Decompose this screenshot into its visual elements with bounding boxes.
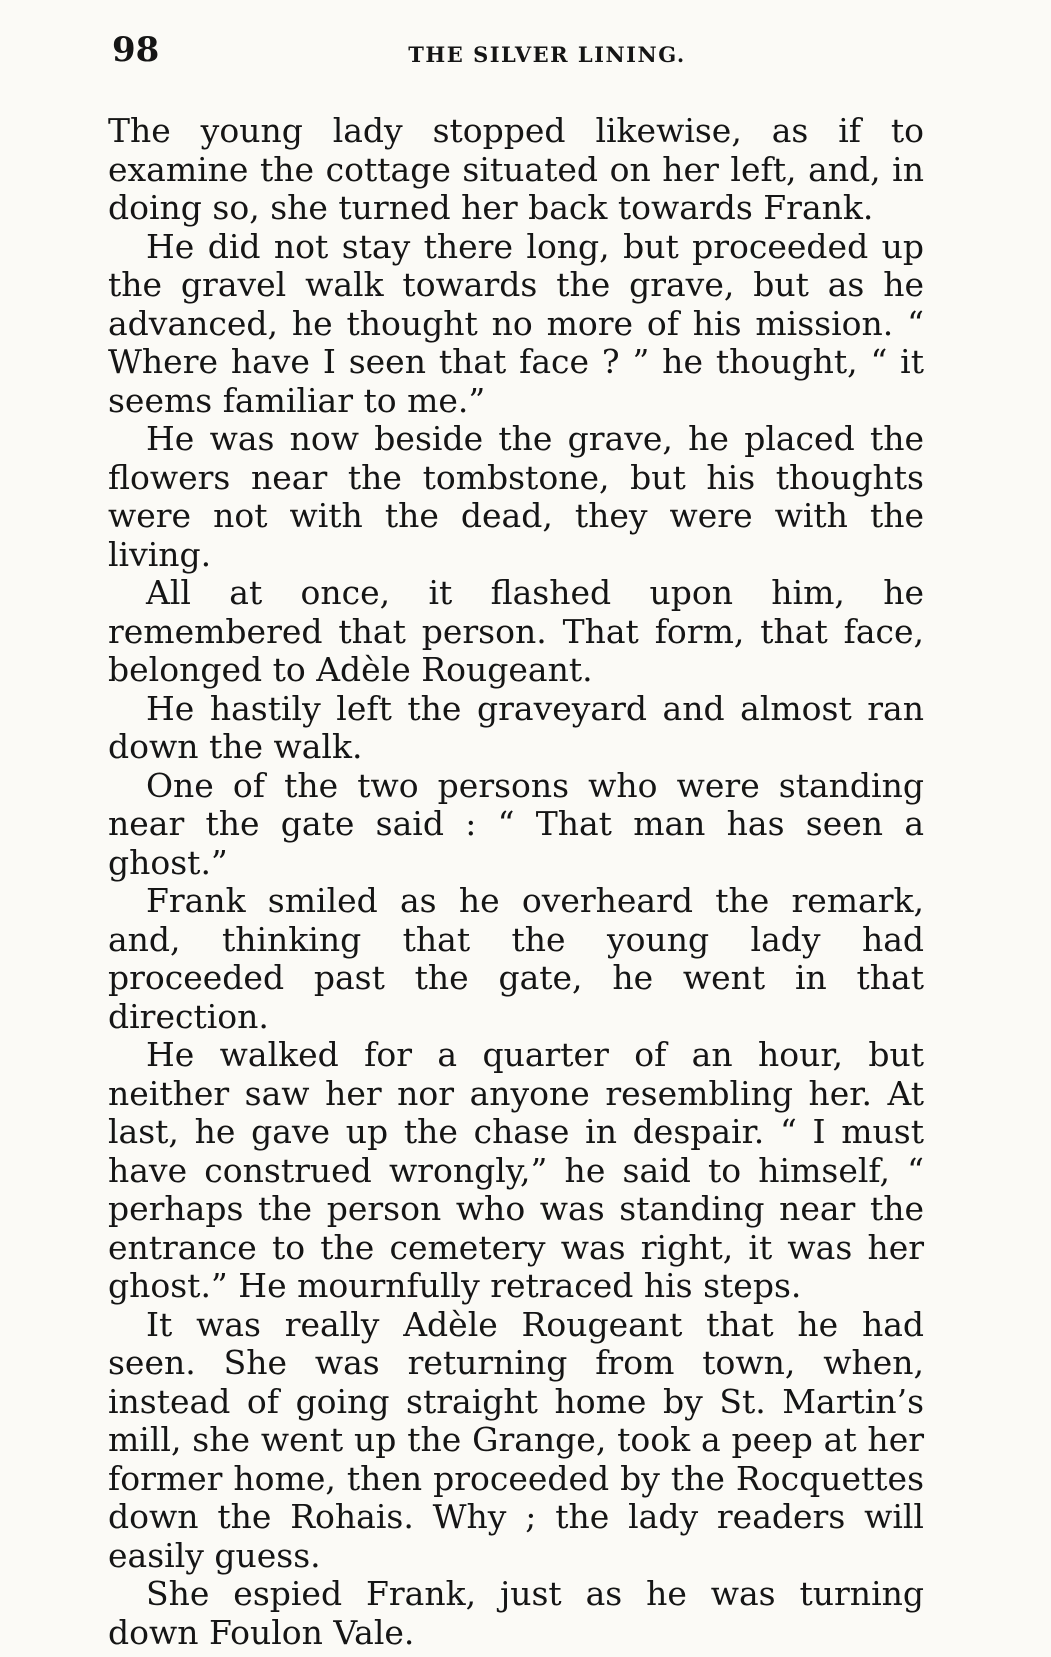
paragraph: Frank smiled as he overheard the remark, and, thinking that the young lady had proceeded past the gate, he went in that direction. xyxy=(108,881,924,1036)
paragraph: She espied Frank, just as he was turning down Foulon Vale. xyxy=(108,1574,924,1652)
page-header xyxy=(112,30,932,90)
page-body xyxy=(108,112,924,1652)
page-number: 98 xyxy=(112,30,160,70)
paragraph: He did not stay there long, but proceeded up the gravel walk towards the grave, but as he advanced, he thought no more of his mission. “ Where have I seen that face ? ” he thought, “ it seems familiar to me.” xyxy=(108,226,924,420)
paragraph: He was now beside the grave, he placed the flowers near the tombstone, but his thoughts were not with the dead, they were with the living. xyxy=(108,419,924,574)
paragraph: One of the two persons who were standing near the gate said : “ That man has seen a ghost.” xyxy=(108,765,924,882)
paragraph: It was really Adèle Rougeant that he had seen. She was returning from town, when, instead of going straight home by St. Martin’s mill, she went up the Grange, took a peep at her former home, then proceeded by the Rocquettes down the Rohais. Why ; the lady readers will easily guess. xyxy=(108,1304,924,1575)
paragraph: He hastily left the graveyard and almost ran down the walk. xyxy=(108,688,924,766)
paragraph: All at once, it flashed upon him, he remembered that person. That form, that face, belonged to Adèle Rougeant. xyxy=(108,573,924,689)
paragraph: The young lady stopped likewise, as if to examine the cottage situated on her left, and, in doing so, she turned her back towards Frank. xyxy=(108,111,924,227)
running-title: THE SILVER LINING. xyxy=(408,42,686,67)
paragraph: He walked for a quarter of an hour, but neither saw her nor anyone resembling her. At last, he gave up the chase in despair. “ I must have construed wrongly,” he said to himself, “ perhaps the person who was standing near the entrance to the cemetery was right, it was her ghost.” He mournfully retraced his steps. xyxy=(108,1035,924,1305)
